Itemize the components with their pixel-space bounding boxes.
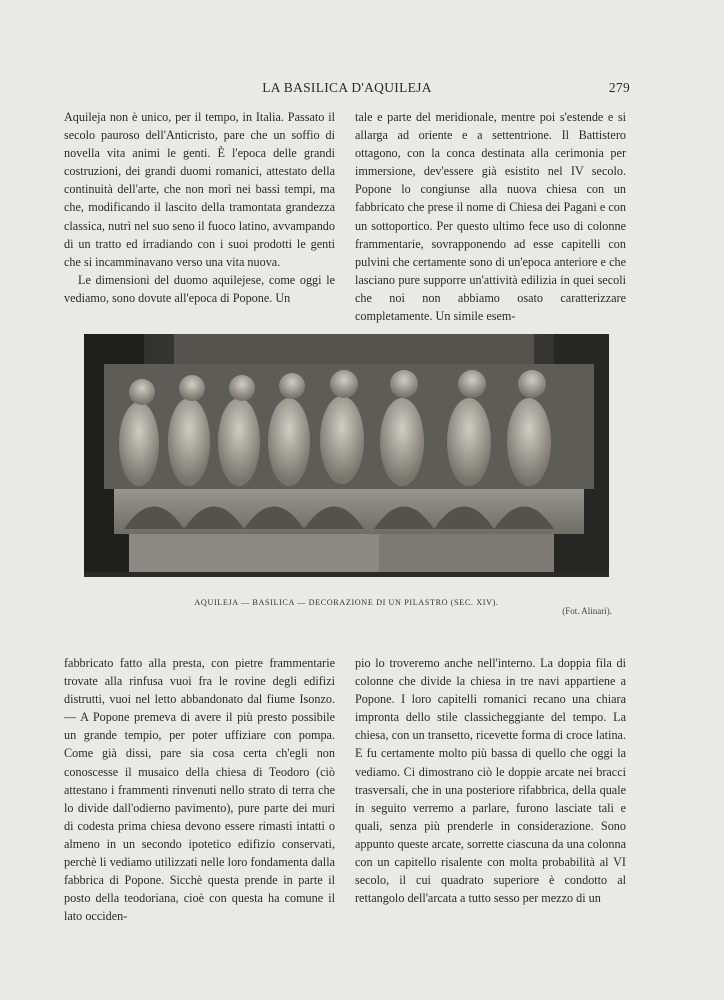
top-right-column (355, 108, 626, 325)
bottom-right-column (355, 654, 626, 907)
paragraph: pio lo troveremo anche nell'interno. La doppia fila di colonne che divide la chiesa in tre navi appartiene a Popone. I loro capitelli romanici recano una chiara impronta dello stile classicheggiante del tempo. La chiesa, con un transetto, ricevette forma di croce latina. E fu certamente molto più bassa di quello che oggi la vediamo. Ci dimostrano ciò le doppie arcate nei bracci trasversali, che in una posteriore rifabbrica, della quale in seguito verremo a parlare, furono lasciate tali e quali, senza più prenderle in considerazione. Sono appunto queste arcate, sorrette ciascuna da una colonna con un capitello risalente con molta probabilità al VI secolo, il cui quadrato superiore è condotto al rettangolo dell'arcata a tutto sesso per mezzo di un (355, 656, 626, 906)
photo-credit: (Fot. Alinari). (562, 606, 612, 616)
running-title: LA BASILICA D'AQUILEJA (262, 80, 432, 95)
figure-caption: AQUILEJA — BASILICA — DECORAZIONE DI UN PILASTRO (SEC. XIV). (194, 598, 499, 607)
page-number: 279 (608, 80, 630, 95)
paragraph: tale e parte del meridionale, mentre poi s'estende e si allarga ad oriente e a settentrione. Il Battistero ottagono, con la conca destinata alla cerimonia per immersione, dev'essere già esistito nel IV secolo. Popone lo congiunse alla nuova chiesa con un fabbricato che prese il nome di Chiesa dei Pagani e con un sottoportico. Per questo ultimo fece uso di colonne frammentarie, sovrapponendo ad esse capitelli con pulvini che certamente sono di un'epoca anteriore e che lasciano pure supporre un'attività edilizia in quei secoli che noi non abbiamo osato caratterizzare completamente. Un simile esem- (355, 110, 626, 324)
pillar-decoration-photo (84, 334, 609, 577)
paragraph: Aquileja non è unico, per il tempo, in Italia. Passato il secolo pauroso dell'Anticristo, pare che un soffio di novella vita animi le genti. È l'epoca delle grandi costruzioni, dei grandi duomi romanici, attestato della continuità dell'arte, che non morì nei bassi tempi, ma che, modificando il lascito della tramontata grandezza classica, nutrì nel suo seno il fuoco latino, avvampando di un tratto ed irradiando con i suoi prodotti le genti che si incamminavano verso una vita nuova. (64, 110, 335, 269)
top-left-column (64, 108, 335, 307)
paragraph: fabbricato fatto alla presta, con pietre frammentarie trovate alla rinfusa vuoi fra le rovine degli edifizi distrutti, vuoi nel letto abbandonato dal fiume Isonzo. — A Popone premeva di avere il più presto possibile un grande tempio, per poter uffiziare con pompa. Come già dissi, pare sia cosa certa ch'egli non conoscesse il musaico della chiesa di Teodoro (ciò attestano i frammenti rinvenuti nello strato di terra che lo divide dall'odierno pavimento), pure parte dei muri di codesta prima chiesa devono essere rimasti intatti o almeno in un secondo ipotetico edifizio conservati, perchè li vediamo utilizzati nelle loro fondamenta dalla fabbrica di Popone. Sicchè questa prende in parte il posto della teodoriana, cioè con questa ha comune il lato occiden- (64, 656, 335, 924)
paragraph: Le dimensioni del duomo aquilejese, come oggi le vediamo, sono dovute all'epoca di Popone. Un (64, 272, 335, 305)
bottom-left-column (64, 654, 335, 925)
running-header (64, 80, 630, 98)
